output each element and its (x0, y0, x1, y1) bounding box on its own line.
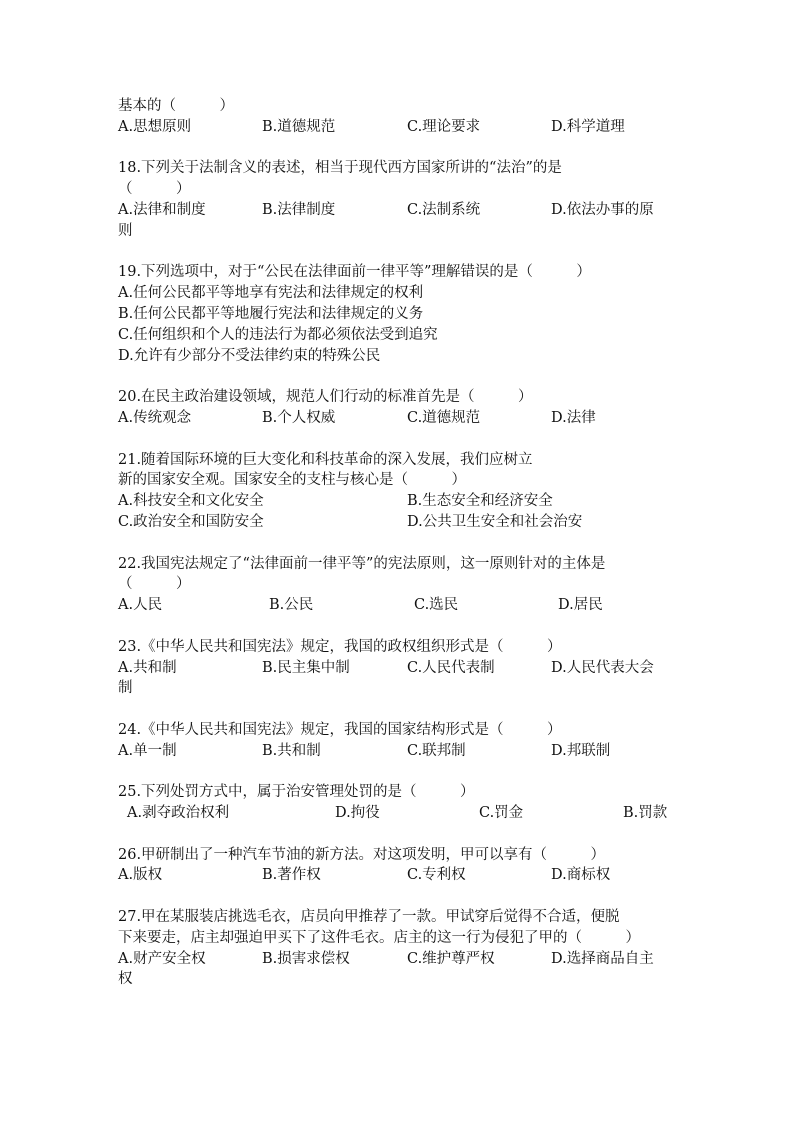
options-row (118, 408, 678, 429)
question-17 (118, 96, 678, 138)
question-stem-continued: （ ） (118, 576, 191, 593)
option-c: C.专利权 (407, 867, 466, 884)
question-stem: 19.下列选项中，对于“公民在法律面前一律平等”理解错误的是（ ） (118, 264, 591, 281)
option-wrap: 制 (118, 680, 133, 697)
option-c: C.道德规范 (407, 409, 481, 426)
question-stem-continued: 新的国家安全观。国家安全的支柱与核心是（ ） (118, 472, 466, 489)
question-stem: 22.我国宪法规定了“法律面前一律平等”的宪法原则，这一原则针对的主体是 (118, 555, 606, 572)
question-stem: 26.甲研制出了一种汽车节油的新方法。对这项发明，甲可以享有（ ） (118, 846, 606, 863)
option-a: A.共和制 (118, 659, 177, 676)
question-20 (118, 387, 678, 429)
options-row (118, 803, 678, 824)
option-d: D.公共卫生安全和社会治安 (407, 513, 583, 530)
option-wrap: 则 (118, 222, 133, 239)
option-c: C.人民代表制 (407, 659, 495, 676)
option-a: A.单一制 (118, 742, 177, 759)
question-21 (118, 450, 678, 533)
question-stem: 18.下列关于法制含义的表述，相当于现代西方国家所讲的“法治”的是 (118, 160, 562, 177)
option-c: C.维护尊严权 (407, 950, 495, 967)
options-row (118, 949, 678, 970)
option-b: B.损害求偿权 (262, 950, 350, 967)
option-a: A.科技安全和文化安全 (118, 493, 264, 510)
option-d: D.居民 (558, 597, 603, 614)
option-b: B.生态安全和经济安全 (407, 493, 553, 510)
question-26 (118, 845, 678, 887)
option-wrap: 权 (118, 971, 133, 988)
option-b: B.罚款 (623, 805, 668, 822)
options-row (118, 512, 678, 533)
option-c: C.联邦制 (407, 742, 466, 759)
options-row (118, 741, 678, 762)
question-stem: 23.《中华人民共和国宪法》规定，我国的政权组织形式是（ ） (118, 638, 562, 655)
question-stem: 基本的（ ） (118, 98, 234, 114)
option-d: D.科学道理 (551, 118, 625, 135)
question-stem: 24.《中华人民共和国宪法》规定，我国的国家结构形式是（ ） (118, 721, 562, 738)
question-stem: 20.在民主政治建设领域，规范人们行动的标准首先是（ ） (118, 389, 533, 406)
option-c: C.任何组织和个人的违法行为都必须依法受到追究 (118, 326, 438, 343)
option-c: C.法制系统 (407, 201, 481, 218)
option-b: B.民主集中制 (262, 659, 350, 676)
option-a: A.版权 (118, 867, 163, 884)
option-d: D.人民代表大会 (551, 659, 654, 676)
option-b: B.个人权威 (262, 409, 336, 426)
option-c: C.选民 (414, 597, 459, 614)
question-stem: 21.随着国际环境的巨大变化和科技革命的深入发展，我们应树立 (118, 451, 533, 468)
option-d: D.依法办事的原 (551, 201, 654, 218)
options-row (118, 865, 678, 886)
question-stem: 27.甲在某服装店挑选毛衣，店员向甲推荐了一款。甲试穿后觉得不合适，便脱 (118, 909, 620, 926)
question-stem: 25.下列处罚方式中，属于治安管理处罚的是（ ） (118, 784, 475, 801)
exam-page (118, 96, 678, 990)
option-b: B.著作权 (262, 867, 321, 884)
option-b: B.任何公民都平等地履行宪法和法律规定的义务 (118, 305, 424, 322)
option-d: D.邦联制 (551, 742, 611, 759)
option-b: B.共和制 (262, 742, 321, 759)
option-d: D.选择商品自主 (551, 950, 654, 967)
question-24 (118, 720, 678, 762)
option-c: C.罚金 (479, 805, 524, 822)
option-a: A.传统观念 (118, 409, 192, 426)
question-27 (118, 907, 678, 990)
option-d: D.法律 (551, 409, 596, 426)
options-row (118, 117, 678, 138)
options-row (118, 595, 678, 616)
option-d: D.商标权 (551, 867, 611, 884)
question-19 (118, 262, 678, 366)
option-a: A.剥夺政治权利 (127, 805, 230, 822)
question-23 (118, 637, 678, 699)
option-a: A.任何公民都平等地享有宪法和法律规定的权利 (118, 285, 424, 302)
option-c: C.理论要求 (407, 118, 481, 135)
option-c: C.政治安全和国防安全 (118, 513, 264, 530)
option-d: D.允许有少部分不受法律约束的特殊公民 (118, 347, 381, 364)
question-18 (118, 158, 678, 241)
question-22 (118, 554, 678, 616)
options-row (118, 658, 678, 679)
options-row (118, 491, 678, 512)
question-25 (118, 782, 678, 824)
question-stem-continued: 下来要走，店主却强迫甲买下了这件毛衣。店主的这一行为侵犯了甲的（ ） (118, 929, 640, 946)
option-a: A.财产安全权 (118, 950, 206, 967)
option-a: A.人民 (118, 597, 163, 614)
option-d: D.拘役 (335, 805, 380, 822)
option-b: B.法律制度 (262, 201, 336, 218)
option-b: B.公民 (269, 597, 314, 614)
question-stem-continued: （ ） (118, 181, 191, 198)
option-a: A.法律和制度 (118, 201, 206, 218)
option-b: B.道德规范 (262, 118, 336, 135)
options-row (118, 200, 678, 221)
option-a: A.思想原则 (118, 118, 192, 135)
